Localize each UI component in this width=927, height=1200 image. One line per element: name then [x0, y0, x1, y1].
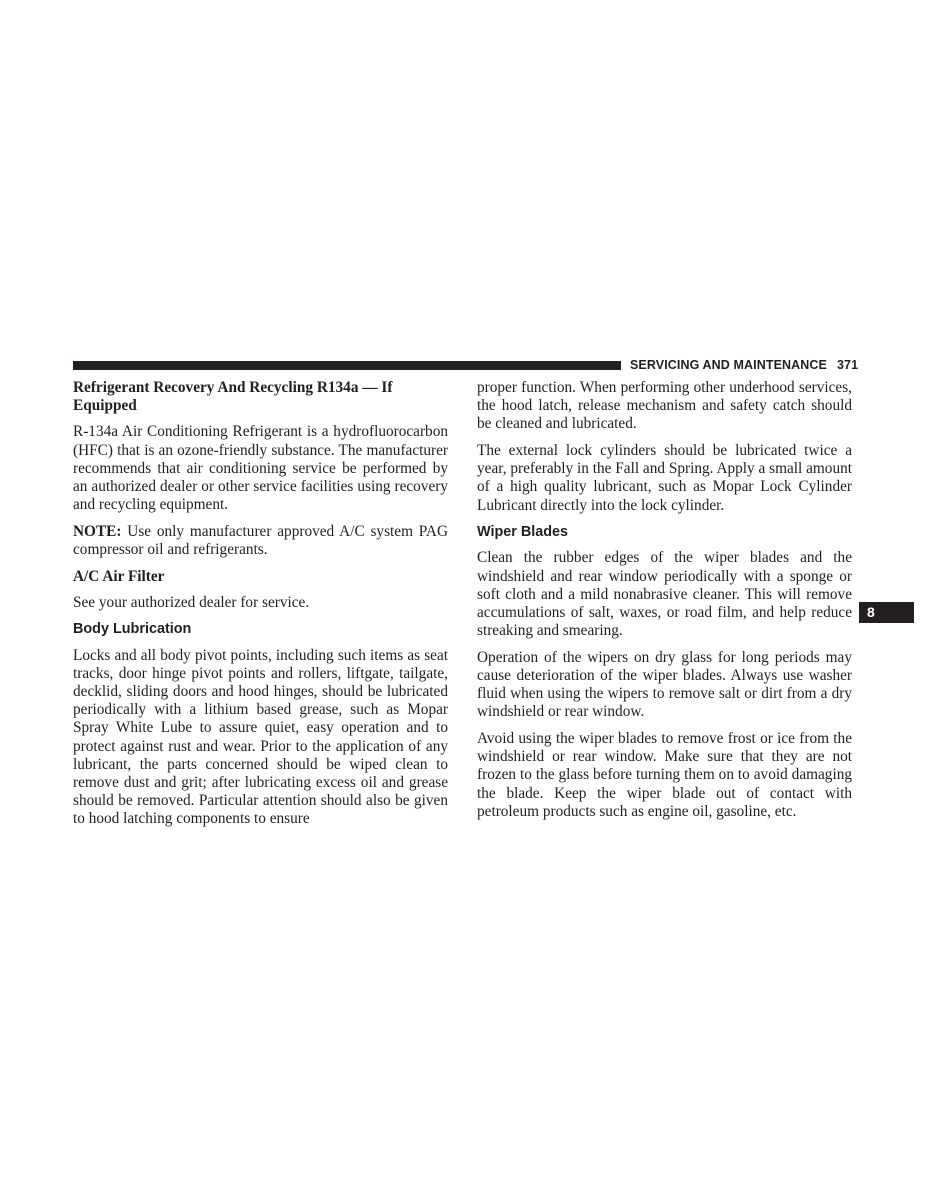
wiper-paragraph-2: Operation of the wipers on dry glass for long periods may cause deterioration of the wiper blades. Always use washer fluid when using the wipers to remove salt or dirt from a dry windshield or rear window. — [477, 648, 852, 721]
wiper-paragraph-3: Avoid using the wiper blades to remove frost or ice from the windshield or rear window. Make sure that they are not frozen to the glass before turning them on to avoid damaging the blade. Keep the wiper blade out of contact with petroleum products such as engine oil, gasoline, etc. — [477, 730, 852, 820]
wiper-paragraph-1: Clean the rubber edges of the wiper blades and the windshield and rear window periodically with a sponge or soft cloth and a mild nonabrasive cleaner. This will remove accumulations of salt, waxes, or road film, and help reduce streaking and smearing. — [477, 549, 852, 640]
air-filter-paragraph: See your authorized dealer for service. — [73, 593, 310, 611]
note-text: Use only manufacturer approved A/C system PAG compressor oil and refrigerants. — [73, 522, 448, 559]
note-paragraph — [73, 523, 448, 559]
header-rule — [73, 361, 621, 370]
note-label: NOTE: — [73, 522, 122, 540]
refrigerant-paragraph: R-134a Air Conditioning Refrigerant is a hydrofluorocarbon (HFC) that is an ozone-friendly substance. The manufacturer recommends that air conditioning service be performed by an authorized dealer or other service facilities using recovery and recycling equipment. — [73, 423, 448, 514]
chapter-tab: 8 — [859, 602, 914, 623]
refrigerant-heading: Refrigerant Recovery And Recycling R134a — If Equipped — [73, 379, 393, 415]
wiper-blades-heading: Wiper Blades — [477, 524, 569, 541]
running-header — [630, 357, 859, 374]
page-number: 371 — [836, 358, 859, 372]
air-filter-heading: A/C Air Filter — [73, 567, 165, 585]
left-column — [73, 379, 448, 837]
lubrication-continued-paragraph: proper function. When performing other underhood services, the hood latch, release mechanism and safety catch should be cleaned and lubricated. — [477, 379, 852, 433]
section-title: SERVICING AND MAINTENANCE — [630, 358, 827, 372]
lock-cylinders-paragraph: The external lock cylinders should be lubricated twice a year, preferably in the Fall and Spring. Apply a small amount of a high quality lubricant, such as Mopar Lock Cylinder Lubricant directly into the lock cylinder. — [477, 442, 852, 514]
body-lubrication-paragraph: Locks and all body pivot points, including such items as seat tracks, door hinge pivot points and rollers, liftgate, tailgate, decklid, sliding doors and hood hinges, should be lubricated periodically with a lithium based grease, such as Mopar Spray White Lube to assure quiet, easy operation and to protect against rust and wear. Prior to the application of any lubricant, the parts concerned should be wiped clean to remove dust and grit; after lubricating excess oil and grease should be removed. Particular attention should also be given to hood latching components to ensure — [73, 646, 448, 828]
body-lubrication-heading: Body Lubrication — [73, 621, 192, 638]
right-column — [477, 379, 852, 829]
